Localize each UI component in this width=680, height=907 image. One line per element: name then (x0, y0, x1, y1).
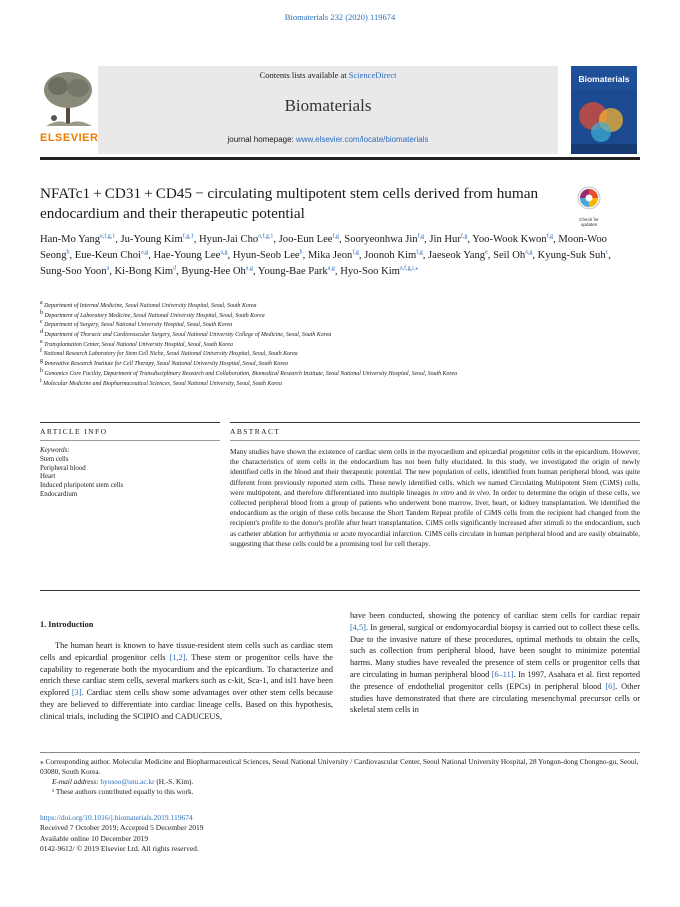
footnote-rule (40, 752, 640, 753)
affiliation-item (40, 350, 600, 358)
doi-link[interactable]: https://doi.org/10.1016/j.biomaterials.2019.119674 (40, 813, 193, 822)
equal-contribution-note: ¹ These authors contributed equally to this work. (52, 787, 194, 797)
author-name: Ki-Bong Kim (114, 266, 174, 277)
author-name: Kyung-Suk Suh (537, 250, 606, 261)
intro-column-right: have been conducted, showing the potency of cardiac stem cells for cardiac repair [4,5]. In general, surgical or endomyocardial biopsy is carried out to collect these cells. Due to the invasive nature of these procedures, optimal methods to obtain the cells, such as collection from peripheral blood, have been sought to minimize potential harms. Many studies have revealed the presence of stem cells or progenitor cells that are circulating in human peripheral blood [6–11]. In 1997, Asahara et al. first reported the presence of endothelial progenitor cells (EPCs) in peripheral blood [6]. Other studies have demonstrated that there are circulating mesenchymal precursor cells or skeletal stem cells in (350, 611, 640, 715)
author-name: Young-Bae Park (257, 266, 328, 277)
abstract-rule (230, 422, 640, 423)
cover-title: Biomaterials (578, 74, 630, 84)
author-name: Jin Hur (429, 234, 461, 245)
author: Mika Jeon$^{f,g}$, (307, 249, 365, 261)
journal-title: Biomaterials (284, 96, 372, 115)
online-date: Available online 10 December 2019 (40, 833, 149, 843)
received-dates: Received 7 October 2019; Accepted 5 December 2019 (40, 823, 204, 833)
author-affiliation-marks[interactable]: f,g,1 (182, 233, 194, 240)
citation-link[interactable]: [1,2] (169, 652, 186, 662)
author-affiliation-marks[interactable]: a,g (245, 265, 253, 272)
author-affiliation-marks[interactable]: a,f,g,1 (258, 233, 274, 240)
author-affiliation-marks[interactable]: c (605, 249, 609, 256)
affiliation-text: Department of Thoracic and Cardiovascular Surgery, Seoul National University College of Medicine, Seoul, South Korea (43, 332, 332, 339)
email-label: E-mail address: (52, 777, 101, 787)
check-for-updates-badge[interactable] (572, 186, 606, 227)
email-link[interactable]: hyosoo@snu.ac.kr (100, 777, 155, 787)
email-suffix: (H.-S. Kim). (154, 777, 194, 787)
author-name: Mika Jeon (307, 250, 353, 261)
section-heading-introduction: 1. Introduction (40, 620, 94, 629)
author-name: Yoo-Wook Kwon (472, 234, 547, 245)
author-affiliation-marks[interactable]: a,f,g,1 (100, 233, 116, 240)
article-info-heading: ARTICLE INFO (40, 427, 108, 436)
author: Ju-Young Kim$^{f,g,1}$, (120, 233, 200, 245)
affiliation-text: Genomics Core Facility, Department of Transdisciplinary Research and Collaboration, Biomedical Research Institute, Seoul National University Hospital, Seoul, South Korea (43, 370, 458, 377)
affiliation-key: g (40, 358, 43, 365)
journal-reference-link[interactable]: Biomaterials 232 (2020) 119674 (284, 12, 396, 22)
corresponding-author-note: ⁎ Corresponding author. Molecular Medicine and Biopharmaceutical Sciences, Seoul National University / Cardiovascular Center, Seoul National University Hospital, 28 Yongon-dong Chongno-gu, Seoul, 03080, South Korea. (40, 757, 639, 777)
author-name: Joo-Eun Lee (278, 234, 333, 245)
citation-link[interactable]: [3] (71, 688, 82, 698)
affiliation-key: h (40, 367, 43, 374)
author: Jaeseok Yang$^e$, (428, 249, 494, 261)
author-affiliation-marks[interactable]: f,g (332, 233, 339, 240)
affiliation-item (40, 377, 600, 388)
author-affiliation-marks[interactable]: a,g (140, 249, 149, 256)
email-note (40, 777, 640, 787)
affiliation-item (40, 309, 600, 320)
keywords-title: Keywords: (40, 447, 70, 454)
keyword-item: Stem cells (40, 455, 69, 463)
affiliation-text: Department of Laboratory Medicine, Seoul National University Hospital, Seoul, South Korea (43, 312, 265, 319)
abstract-heading: ABSTRACT (230, 427, 281, 436)
abstract-subrule (230, 440, 640, 441)
author: Kyung-Suk Suh$^c$, (537, 249, 611, 261)
homepage-prefix: journal homepage: (227, 135, 296, 144)
author-affiliation-marks[interactable]: f,g (417, 233, 425, 240)
affiliation-item (40, 338, 600, 349)
author: Hyun-Seob Lee$^h$, (232, 249, 308, 261)
affiliation-item (40, 302, 600, 310)
author: Jin Hur$^{f,g}$, (429, 233, 473, 245)
author-affiliation-marks[interactable]: e (485, 249, 488, 256)
author: Yoo-Wook Kwon$^{f,g}$, (472, 233, 559, 245)
affiliation-item (40, 331, 600, 339)
affiliation-key: b (40, 309, 43, 316)
author: Young-Bae Park$^{a,g}$, (257, 265, 341, 277)
header-rule (40, 157, 640, 160)
author-name: Hyun-Seob Lee (232, 250, 300, 261)
affiliation-key: f (40, 348, 42, 355)
author-affiliation-marks[interactable]: f,g (546, 233, 554, 240)
keyword-item: Peripheral blood (40, 464, 86, 472)
affiliation-key: e (40, 338, 43, 345)
author-name: Hae-Young Lee (153, 250, 221, 261)
homepage-line (98, 135, 558, 144)
author: Joo-Eun Lee$^{f,g}$, (278, 233, 345, 245)
contents-prefix: Contents lists available at (259, 70, 349, 80)
author-affiliation-marks[interactable]: a,f,g,i,⁎ (399, 265, 419, 272)
paper-title: NFATc1 + CD31 + CD45 − circulating multipotent stem cells derived from human endocardium and their therapeutic potential (40, 185, 539, 222)
author: Sooryeonhwa Jin$^{f,g}$, (344, 233, 430, 245)
author (340, 266, 418, 277)
affiliation-key: d (40, 329, 43, 336)
abstract-italic-term: in vivo (468, 487, 489, 497)
sciencedirect-link[interactable]: ScienceDirect (348, 70, 397, 80)
abstract-text: Many studies have shown the existence of cardiac stem cells in the myocardium and epicardial progenitor cells in the epicardium. However, the characteristics of stem cells in the endocardium has not been fully elucidated. In this study, we investigated the origin of newly identified cells in the blood and their therapeutic potential. The new population of cells, identified from human peripheral blood, was quite different from previously reported stem cells. These newly identified cells, which we named Circulating Multipotent Stem (CiMS) cells, were multipotent, and therefore differentiated into multiple lineages in vitro and in vivo. In order to determine the origin of these cells, we collected peripheral blood from a group of patients who underwent bone marrow, liver, heart, or kidney transplantation. We identified the endocardium as the origin of these cells because the Short Tandem Repeat profile of CiMS cells from the recipient had changed from the recipient's profile to the donor's profile after heart transplantation. CiMS cells significantly increased after stimuli to the endocardium, such as catheter ablation for arrhythmia or acute myocardial infarction. CiMS cells circulate in human peripheral blood and are easily obtainable, suggesting that these cells could be a promising tool for cell therapy. (230, 447, 641, 548)
affiliation-key: a (40, 300, 43, 307)
author: Joonoh Kim$^{f,g}$, (364, 249, 429, 261)
copyright-line: 0142-9612/ © 2019 Elsevier Ltd. All rights reserved. (40, 844, 199, 854)
author-name: Seil Oh (493, 250, 526, 261)
author-affiliation-marks[interactable]: b (66, 249, 70, 256)
citation-link[interactable]: [6–11] (491, 669, 514, 679)
affiliation-list (40, 302, 600, 389)
citation-link[interactable]: [4,5] (350, 622, 366, 632)
author-affiliation-marks[interactable]: d (173, 265, 177, 272)
author: Seil Oh$^{a,g}$, (493, 249, 538, 261)
author: Byung-Hee Oh$^{a,g}$, (181, 265, 258, 277)
affiliation-text: Department of Surgery, Seoul National University Hospital, Seoul, South Korea (42, 322, 233, 329)
footnotes (40, 757, 640, 797)
author-name: Joonoh Kim (364, 250, 417, 261)
affiliation-text: Innovative Research Institute for Cell Therapy, Seoul National University Hospital, Seoul, South Korea (43, 361, 288, 368)
homepage-link[interactable]: www.elsevier.com/locate/biomaterials (296, 135, 429, 144)
author-name: Hyo-Soo Kim (340, 266, 400, 277)
author: Han-Mo Yang$^{a,f,g,1}$, (40, 233, 121, 245)
author-name: Ju-Young Kim (120, 234, 183, 245)
author-name: Sooryeonhwa Jin (344, 234, 418, 245)
keyword-item: Endocardium (40, 490, 78, 498)
author-affiliation-marks[interactable]: a (106, 265, 110, 272)
author-list (40, 232, 620, 280)
abstract-italic-term: in vitro (432, 487, 455, 497)
affiliation-item (40, 360, 600, 368)
author-affiliation-marks[interactable]: h (299, 249, 303, 256)
author-affiliation-marks[interactable]: f,g (352, 249, 359, 256)
author: Moon-Woo Seong$^b$, (40, 234, 607, 261)
affiliation-key: c (40, 319, 43, 326)
author-affiliation-marks[interactable]: a,g (220, 249, 228, 256)
affiliation-text: Molecular Medicine and Biopharmaceutical Sciences, Seoul National University, Seoul, South Korea (41, 380, 282, 387)
author-affiliation-marks[interactable]: a,g (525, 249, 533, 256)
article-info-subrule (40, 440, 220, 441)
keyword-item: Heart (40, 473, 56, 481)
author-name: Hyun-Jai Cho (199, 234, 259, 245)
article-info-rule (40, 422, 220, 423)
affiliation-item (40, 321, 600, 329)
affiliation-item (40, 367, 600, 378)
contents-line (98, 70, 558, 80)
check-for-updates-label: Check for updates (579, 217, 599, 227)
author-name: Sung-Soo Yoon (40, 266, 107, 277)
author-affiliation-marks[interactable]: f,g (416, 249, 423, 256)
author: Eue-Keun Choi$^{a,g}$, (74, 249, 154, 261)
author-name: Moon-Woo Seong (40, 234, 607, 261)
abstract-bottom-rule (40, 590, 640, 591)
author-affiliation-marks[interactable]: a,g (327, 265, 335, 272)
keywords-block (40, 447, 220, 500)
author-name: Jaeseok Yang (428, 250, 486, 261)
journal-cover-image (571, 66, 637, 154)
author: Sung-Soo Yoon$^a$, (40, 265, 115, 277)
affiliation-key: i (40, 377, 42, 384)
elsevier-wordmark: ELSEVIER (40, 132, 99, 144)
author-name: Byung-Hee Oh (181, 266, 246, 277)
author: Hyun-Jai Cho$^{a,f,g,1}$, (199, 233, 279, 245)
intro-column-left: The human heart is known to have tissue-resident stem cells such as cardiac stem cells and epicardial progenitor cells [1,2]. These stem or progenitor cells have the capability to regenerate both the myocardium and the epicardium. To characterize and enrich these cardiac stem cells, several markers such as c-kit, Sca-1, and isl1 have been explored [3]. Cardiac stem cells show some advantages over other stem cells because they are believed to differentiate into cardiac lineage cells. Based on this hypothesis, clinical trials, including the SCIPIO and CADUCEUS, (40, 641, 333, 721)
keyword-item: Induced pluripotent stem cells (40, 482, 124, 490)
author: Hae-Young Lee$^{a,g}$, (153, 249, 233, 261)
citation-link[interactable]: [6] (605, 681, 616, 691)
author-affiliation-marks[interactable]: f,g (460, 233, 468, 240)
affiliation-text: Department of Internal Medicine, Seoul National University Hospital, Seoul, South Korea (42, 303, 257, 309)
affiliation-text: National Research Laboratory for Stem Cell Niche, Seoul National University Hospital, Seoul, South Korea (42, 351, 298, 358)
author: Ki-Bong Kim$^d$, (114, 265, 182, 277)
publication-info (40, 813, 440, 855)
author-name: Eue-Keun Choi (74, 250, 141, 261)
author-name: Han-Mo Yang (40, 234, 101, 245)
crossmark-icon (572, 186, 606, 212)
affiliation-text: Transplantation Center, Seoul National University Hospital, Seoul, South Korea (42, 341, 233, 348)
